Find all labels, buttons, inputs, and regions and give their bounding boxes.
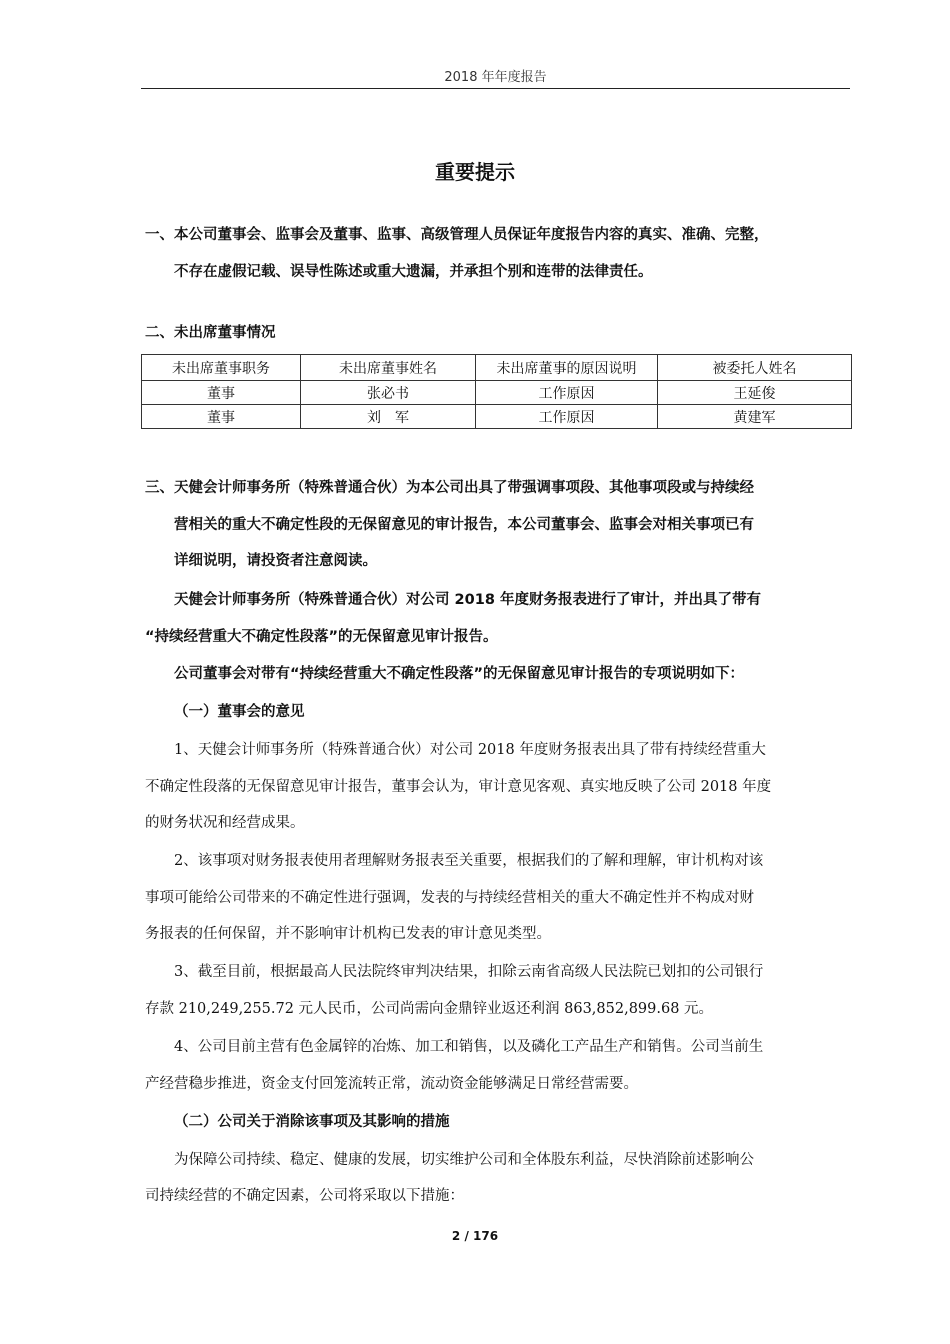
table-cell: 张必书 — [301, 381, 476, 405]
paragraph-4-line: 产经营稳步推进，资金支付回笼流转正常，流动资金能够满足日常经营需要。 — [145, 1076, 638, 1092]
page-title: 重要提示 — [435, 160, 515, 184]
table-header-cell: 未出席董事姓名 — [301, 355, 476, 381]
section1-line2: 不存在虚假记载、误导性陈述或重大遗漏，并承担个别和连带的法律责任。 — [174, 264, 653, 280]
paragraph-1-line: 1、天健会计师事务所（特殊普通合伙）对公司 2018 年度财务报表出具了带有持续经营重大 — [174, 742, 766, 758]
page-header — [141, 66, 850, 89]
paragraph-3-line: 3、截至目前，根据最高人民法院终审判决结果，扣除云南省高级人民法院已划扣的公司银行 — [174, 964, 764, 980]
table-cell: 工作原因 — [476, 405, 658, 429]
paragraph-5-line: 为保障公司持续、稳定、健康的发展，切实维护公司和全体股东利益，尽快消除前述影响公 — [174, 1152, 754, 1168]
paragraph-3-line: 存款 210,249,255.72 元人民币，公司尚需向金鼎锌业返还利润 863,852,899.68 元。 — [145, 1001, 714, 1017]
section2-heading: 二、未出席董事情况 — [145, 325, 276, 341]
table-header-cell: 未出席董事职务 — [142, 355, 301, 381]
table-row — [142, 381, 852, 405]
section3-line2: 营相关的重大不确定性段的无保留意见的审计报告，本公司董事会、监事会对相关事项已有 — [174, 517, 754, 533]
table-row — [142, 405, 852, 429]
table-header-cell: 未出席董事的原因说明 — [476, 355, 658, 381]
paragraph-1-line: 的财务状况和经营成果。 — [145, 815, 305, 831]
absent-directors-table — [141, 354, 852, 429]
table-cell: 董事 — [142, 381, 301, 405]
table-cell: 王延俊 — [658, 381, 852, 405]
table-cell: 刘 军 — [301, 405, 476, 429]
paragraph-4-line: 4、公司目前主营有色金属锌的冶炼、加工和销售，以及磷化工产品生产和销售。公司当前生 — [174, 1039, 764, 1055]
paragraph-2-line: 2、该事项对财务报表使用者理解财务报表至关重要，根据我们的了解和理解，审计机构对该 — [174, 853, 764, 869]
page-number: 2 / 176 — [451, 1229, 499, 1243]
table-cell: 黄建军 — [658, 405, 852, 429]
table-cell: 董事 — [142, 405, 301, 429]
paragraph-2-line: 务报表的任何保留，并不影响审计机构已发表的审计意见类型。 — [145, 926, 551, 942]
section3-line3: 详细说明，请投资者注意阅读。 — [174, 553, 377, 569]
paragraph-5-line: 司持续经营的不确定因素，公司将采取以下措施： — [145, 1188, 464, 1204]
section3-line1: 三、天健会计师事务所（特殊普通合伙）为本公司出具了带强调事项段、其他事项段或与持续经 — [145, 480, 754, 496]
table-header-row — [142, 355, 852, 381]
header-text: 2018 年年度报告 — [444, 70, 547, 85]
table-header-cell: 被委托人姓名 — [658, 355, 852, 381]
section3-line4: 天健会计师事务所（特殊普通合伙）对公司 2018 年度财务报表进行了审计，并出具了带有 — [174, 592, 761, 608]
subheading-measures: （二）公司关于消除该事项及其影响的措施 — [174, 1114, 450, 1130]
section1-line1: 一、本公司董事会、监事会及董事、监事、高级管理人员保证年度报告内容的真实、准确、完整， — [145, 227, 769, 243]
section3-line6: 公司董事会对带有“持续经营重大不确定性段落”的无保留意见审计报告的专项说明如下： — [174, 666, 745, 682]
table-cell: 工作原因 — [476, 381, 658, 405]
subheading-board-opinion: （一）董事会的意见 — [174, 704, 305, 720]
paragraph-1-line: 不确定性段落的无保留意见审计报告，董事会认为，审计意见客观、真实地反映了公司 2018 年度 — [145, 779, 772, 795]
section3-line5: “持续经营重大不确定性段落”的无保留意见审计报告。 — [145, 629, 498, 645]
paragraph-2-line: 事项可能给公司带来的不确定性进行强调，发表的与持续经营相关的重大不确定性并不构成对财 — [145, 890, 754, 906]
